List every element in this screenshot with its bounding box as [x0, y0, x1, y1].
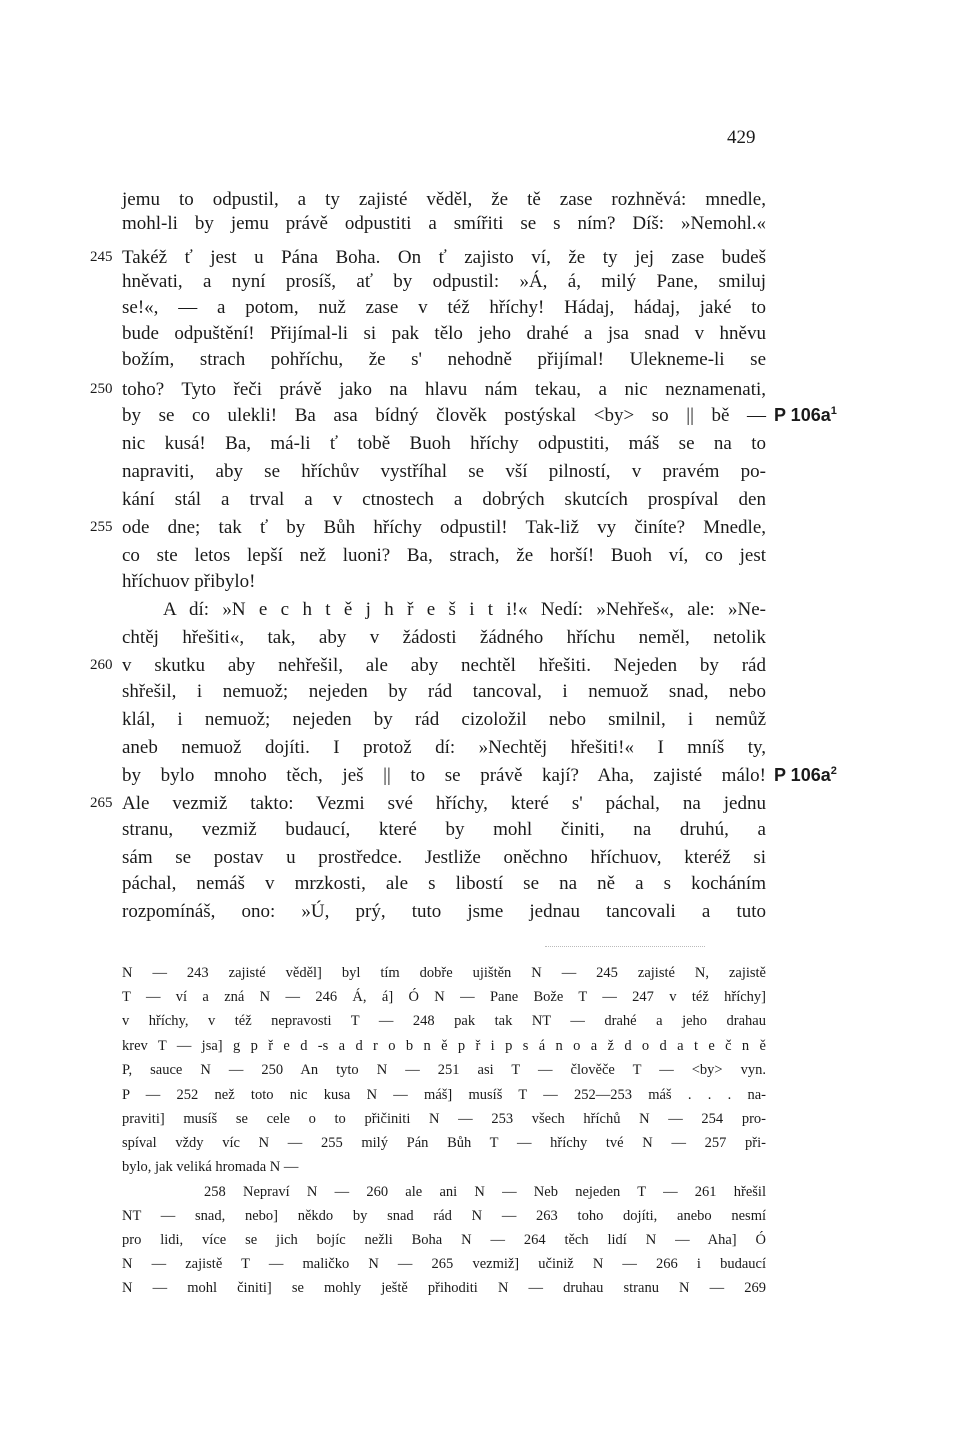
footnote-line: v hříchy, v též nepravosti T — 248 pak tak NT — drahé a jeho drahau [122, 1013, 766, 1029]
separator-rule [545, 946, 705, 947]
margin-folio-label: P 106a [774, 765, 831, 785]
text-line: kání stál a trval a v ctnostech a dobrých skutcích prospíval den [122, 489, 766, 510]
text-line: aneb nemuož dojíti. I protož dí: »Nechtěj hřešiti!« I mníš ty, [122, 737, 766, 758]
text-line: napraviti, aby se hříchův vystříhal se vší pilností, v pravém po- [122, 461, 766, 482]
footnote-line: N — zajistě T — maličko N — 265 vezmiž] učiniž N — 266 i budaucí [122, 1256, 766, 1272]
margin-folio-label: P 106a [774, 405, 831, 425]
text-line: jemu to odpustil, a ty zajisté věděl, že tě zase rozhněvá: mnedle, [122, 189, 766, 210]
text-line: sám se postav u prostředce. Jestliže oněchno hříchuov, kteréž si [122, 847, 766, 868]
footnote-line: P, sauce N — 250 An tyto N — 251 asi T — člověče T — <by> vyn. [122, 1062, 766, 1078]
text-line: páchal, nemáš v mrzkosti, ale s libostí se na ně a s kocháním [122, 873, 766, 894]
text-line: rozpomínáš, ono: »Ú, prý, tuto jsme jednau tancovali a tuto [122, 901, 766, 922]
text-line: hříchuov přibylo! [122, 571, 256, 592]
footnote-line: spíval vždy víc N — 255 milý Pán Bůh T — hříchy tvé N — 257 při- [122, 1135, 766, 1151]
footnote-line: krev T — jsa] g p ř e d -s a d r o b n ě p ř i p s á n o a ž d o d a t e č n ě [122, 1038, 766, 1054]
text-line: by bylo mnoho těch, ješ || to se právě kají? Aha, zajisté málo! [122, 765, 766, 786]
text-line: mohl-li by jemu právě odpustiti a smířiti se s ním? Díš: »Nemohl.« [122, 213, 766, 234]
text-line: bude odpuštění! Přijímal-li si pak tělo jeho drahé a jsa snad v hněvu [122, 323, 766, 344]
margin-folio-superscript: 2 [830, 765, 837, 777]
text-line: nic kusá! Ba, má-li ť tobě Buoh hříchy odpustiti, máš se na to [122, 433, 766, 454]
footnote-line: P — 252 než toto nic kusa N — máš] musíš T — 252—253 máš . . . na- [122, 1087, 766, 1103]
text-line: Ale vezmiž takto: Vezmi své hříchy, které s' páchal, na jednu [122, 793, 766, 814]
text-line: toho? Tyto řeči právě jako na hlavu nám tekau, a nic neznamenati, [122, 379, 766, 400]
line-number: 245 [90, 249, 113, 265]
text-line: ode dne; tak ť by Bůh hříchy odpustil! Tak-liž vy činíte? Mnedle, [122, 517, 766, 538]
text-line: v skutku aby nehřešil, ale aby nechtěl hřešiti. Nejeden by rád [122, 655, 766, 676]
text-line: hněvati, a nyní prosíš, ať by odpustil: »Á, á, milý Pane, smiluj [122, 271, 766, 292]
text-line: chtěj hřešiti«, tak, aby v žádosti žádného hříchu neměl, netolik [122, 627, 766, 648]
footnote-line: N — 243 zajisté věděl] byl tím dobře ujištěn N — 245 zajisté N, zajistě [122, 965, 766, 981]
text-line: klál, i nemuož; nejeden by rád cizoložil nebo smilnil, i nemůž [122, 709, 766, 730]
text-line: se!«, — a potom, nuž zase v též hříchy! Hádaj, hádaj, jaké to [122, 297, 766, 318]
footnote-line: praviti] musíš se cele o to přičiniti N — 253 všech hříchů N — 254 pro- [122, 1111, 766, 1127]
footnote-line: pro lidi, více se jich bojíc nežli Boha N — 264 těch lidí N — Aha] Ó [122, 1232, 766, 1248]
line-number: 255 [90, 519, 113, 535]
text-line: Takéž ť jest u Pána Boha. On ť zajisto ví, že ty jej zase budeš [122, 247, 766, 268]
footnote-line: 258 Nepraví N — 260 ale ani N — Neb nejeden T — 261 hřešil [204, 1184, 766, 1200]
page-number: 429 [727, 127, 756, 148]
footnote-line: bylo, jak veliká hromada N — [122, 1159, 299, 1175]
line-number: 260 [90, 657, 113, 673]
footnote-line: NT — snad, nebo] někdo by snad rád N — 263 toho dojíti, anebo nesmí [122, 1208, 766, 1224]
footnote-line: T — ví a zná N — 246 Á, á] Ó N — Pane Bože T — 247 v též hříchy] [122, 989, 766, 1005]
footnote-line: N — mohl činiti] se mohly ještě přihoditi N — druhau stranu N — 269 [122, 1280, 766, 1296]
margin-folio-ref [774, 405, 837, 426]
text-line: shřešil, i nemuož; nejeden by rád tancoval, i nemuož snad, nebo [122, 681, 766, 702]
text-line: A dí: »N e c h t ě j h ř e š i t i!« Nedí: »Nehřeš«, ale: »Ne- [163, 599, 766, 620]
margin-folio-superscript: 1 [830, 405, 837, 417]
text-line: božím, strach pohříchu, že s' nehodně přijímal! Ulekneme-li se [122, 349, 766, 370]
line-number: 265 [90, 795, 113, 811]
text-line: stranu, vezmiž budaucí, které by mohl činiti, na druhú, a [122, 819, 766, 840]
line-number: 250 [90, 381, 113, 397]
margin-folio-ref [774, 765, 837, 786]
text-line: co ste letos lepší než luoni? Ba, strach, že horší! Buoh ví, co jest [122, 545, 766, 566]
text-line: by se co ulekli! Ba asa bídný člověk postýskal <by> so || bě — [122, 405, 766, 426]
